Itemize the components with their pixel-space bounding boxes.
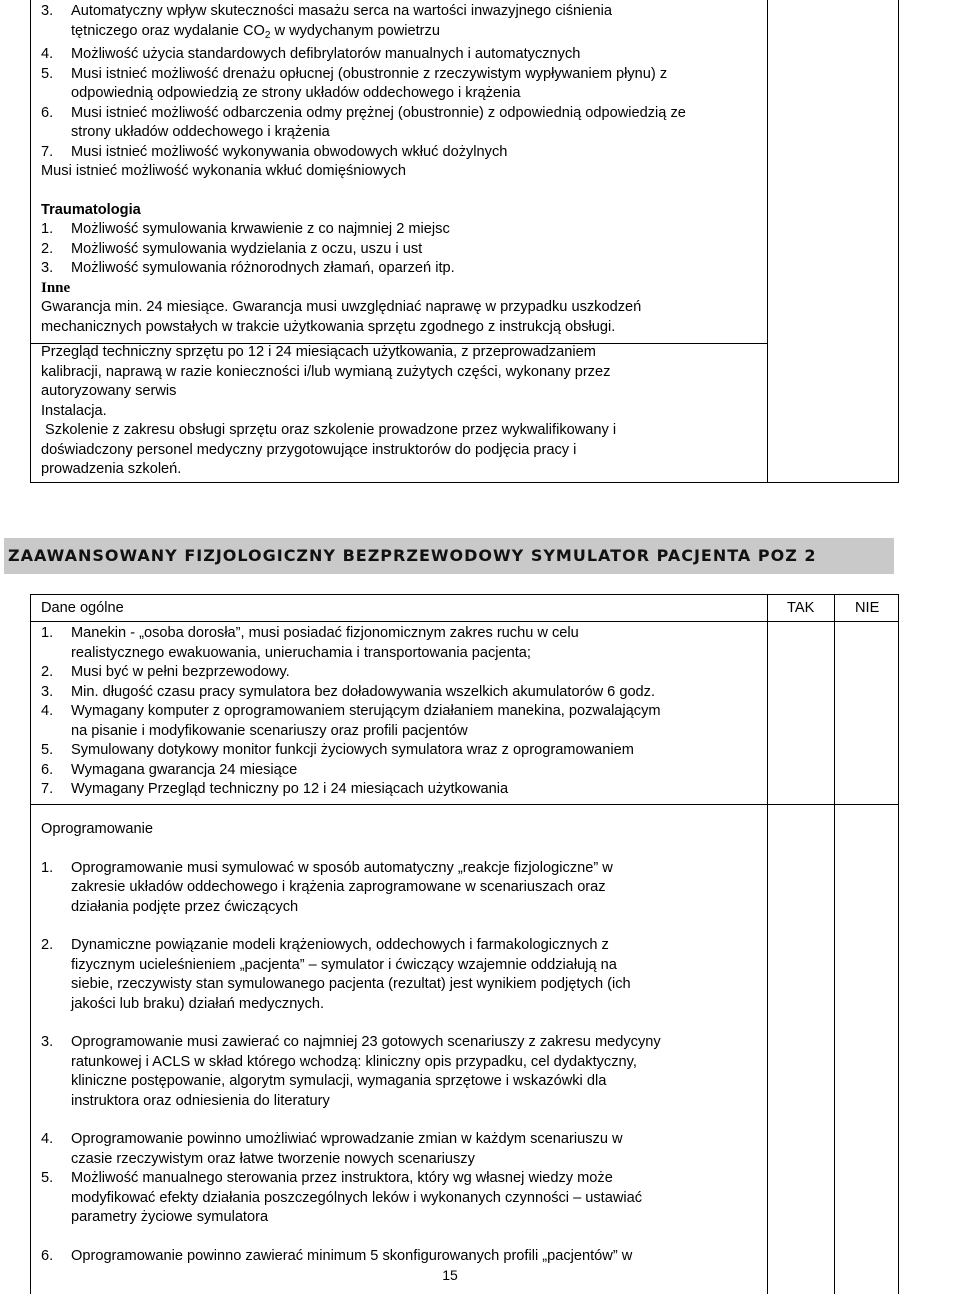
list-item: 1. Oprogramowanie musi symulować w sposób automatyczny „reakcje fizjologiczne” w zakresie układów oddechowego i krążenia zaprogramowane w scenariuszach oraz działania podjęte przez ćwiczących <box>41 859 613 915</box>
list-item: 1. Możliwość symulowania krwawienie z co najmniej 2 miejsc <box>41 221 450 237</box>
top-table-divider <box>767 0 768 483</box>
warranty-line: Gwarancja min. 24 miesiące. Gwarancja musi uwzględniać naprawę w przypadku uszkodzeń <box>41 299 642 315</box>
list-item: 6. Oprogramowanie powinno zawierać minimum 5 skonfigurowanych profili „pacjentów” w <box>41 1247 633 1264</box>
general-data-heading: Dane ogólne <box>41 600 124 616</box>
list-item: 3. Możliwość symulowania różnorodnych złamań, oparzeń itp. <box>41 260 455 276</box>
bottom-table-divider-nie <box>834 594 835 1294</box>
general-items <box>41 624 767 800</box>
list-item: 5. Możliwość manualnego sterowania przez instruktora, który wg własnej wiedzy może modyfikować efekty działania poszczególnych leków i wykonanych czynności – ustawiać parametry życiowe symulatora <box>41 1170 643 1225</box>
im-injection-line: Musi istnieć możliwość wykonania wkłuć domięśniowych <box>41 163 406 179</box>
list-item: 6. Wymagana gwarancja 24 miesiące <box>41 761 298 778</box>
list-item: 3. Min. długość czasu pracy symulatora bez doładowywania wszelkich akumulatorów 6 godz. <box>41 683 656 700</box>
features-list <box>41 2 767 162</box>
list-item: 5. Symulowany dotykowy monitor funkcji życiowych symulatora wraz z oprogramowaniem <box>41 742 634 758</box>
software-section <box>41 820 767 1266</box>
list-item: 1. Manekin - „osoba dorosła”, musi posiadać fizjonomicznym zakres ruchu w celu realistycznego ewakuowania, unieruchamia i transportowania pacjenta; <box>41 625 579 661</box>
list-item: 4. Oprogramowanie powinno umożliwiać wprowadzanie zmian w każdym scenariuszu w czasie rzeczywistym oraz łatwe tworzenie nowych scenariuszy <box>41 1131 623 1167</box>
inne-heading: Inne <box>41 279 71 296</box>
list-item: 6. Musi istnieć możliwość odbarczenia odmy prężnej (obustronnie) z odpowiednią odpowiedzią ze strony układów oddechowego i krążenia <box>41 104 686 140</box>
software-list <box>41 859 767 1267</box>
page-number: 15 <box>442 1267 458 1283</box>
bottom-table-divider-tak <box>767 594 768 1294</box>
list-item: 3. Automatyczny wpływ skuteczności masażu serca na wartości inwazyjnego ciśnienia tętniczego oraz wydalanie $CO_2$ w wydychanym powietrzu <box>41 3 613 41</box>
list-item: 2. Dynamiczne powiązanie modeli krążeniowych, oddechowych i farmakologicznych z fizycznym ucieleśnieniem „pacjenta” – symulator i ćwiczący wzajemnie oddziałują na siebie, rzeczywisty stan symulowanego pacjenta (rezultat) jest wynikiem podjętych (ich jakości lub braku) działań medycznych. <box>41 937 631 1012</box>
warranty-line: mechanicznych powstałych w trakcie użytkowania sprzętu zgodnego z instrukcją obsługi. <box>41 318 616 335</box>
training-line: doświadczony personel medyczny przygotowujące instruktorów do podjęcia pracy i <box>41 441 577 458</box>
list-item: 7. Wymagany Przegląd techniczny po 12 i 24 miesiącach użytkowania <box>41 781 509 797</box>
trauma-list <box>41 220 767 279</box>
list-item: 7. Musi istnieć możliwość wykonywania obwodowych wkłuć dożylnych <box>41 143 508 160</box>
top-table-content-2 <box>41 343 767 480</box>
review-line: kalibracji, naprawą w razie konieczności i/lub wymianą zużytych części, wykonany przez <box>41 363 611 380</box>
review-line: Przegląd techniczny sprzętu po 12 i 24 miesiącach użytkowania, z przeprowadzaniem <box>41 344 596 360</box>
top-table-content <box>41 2 767 337</box>
installation-line: Instalacja. <box>41 402 107 419</box>
trauma-heading: Traumatologia <box>41 201 141 218</box>
list-item: 3. Oprogramowanie musi zawierać co najmniej 23 gotowych scenariuszy z zakresu medycyny ratunkowej i ACLS w skład którego wchodzą: kliniczny opis przypadku, cel dydaktyczny, kliniczne postępowanie, algorytm symulacji, wymagania sprzętowe i wskazówki dla instruktora oraz odniesienia do literatury <box>41 1034 661 1109</box>
list-item: 2. Musi być w pełni bezprzewodowy. <box>41 664 290 680</box>
software-heading: Oprogramowanie <box>41 821 153 837</box>
list-item: 4. Możliwość użycia standardowych defibrylatorów manualnych i automatycznych <box>41 46 581 62</box>
tak-header: TAK <box>787 600 815 616</box>
training-line: prowadzenia szkoleń. <box>41 461 182 477</box>
bottom-table-row-line <box>30 804 899 805</box>
training-line: Szkolenie z zakresu obsługi sprzętu oraz szkolenie prowadzone przez wykwalifikowany i <box>41 422 617 438</box>
list-item: 4. Wymagany komputer z oprogramowaniem sterującym działaniem manekina, pozwalającym na pisanie i modyfikowanie scenariuszy oraz profili pacjentów <box>41 703 661 739</box>
general-list <box>41 624 767 800</box>
review-line: autoryzowany serwis <box>41 383 177 399</box>
nie-header: NIE <box>855 600 880 616</box>
list-item: 2. Możliwość symulowania wydzielania z oczu, uszu i ust <box>41 240 423 257</box>
section-title: ZAAWANSOWANY FIZJOLOGICZNY BEZPRZEWODOWY SYMULATOR PACJENTA POZ 2 <box>4 538 894 574</box>
bottom-table-header-line <box>30 621 899 622</box>
list-item: 5. Musi istnieć możliwość drenażu opłucnej (obustronnie z rzeczywistym wypływaniem płynu) z odpowiednią odpowiedzią ze strony układów oddechowego i krążenia <box>41 65 668 101</box>
